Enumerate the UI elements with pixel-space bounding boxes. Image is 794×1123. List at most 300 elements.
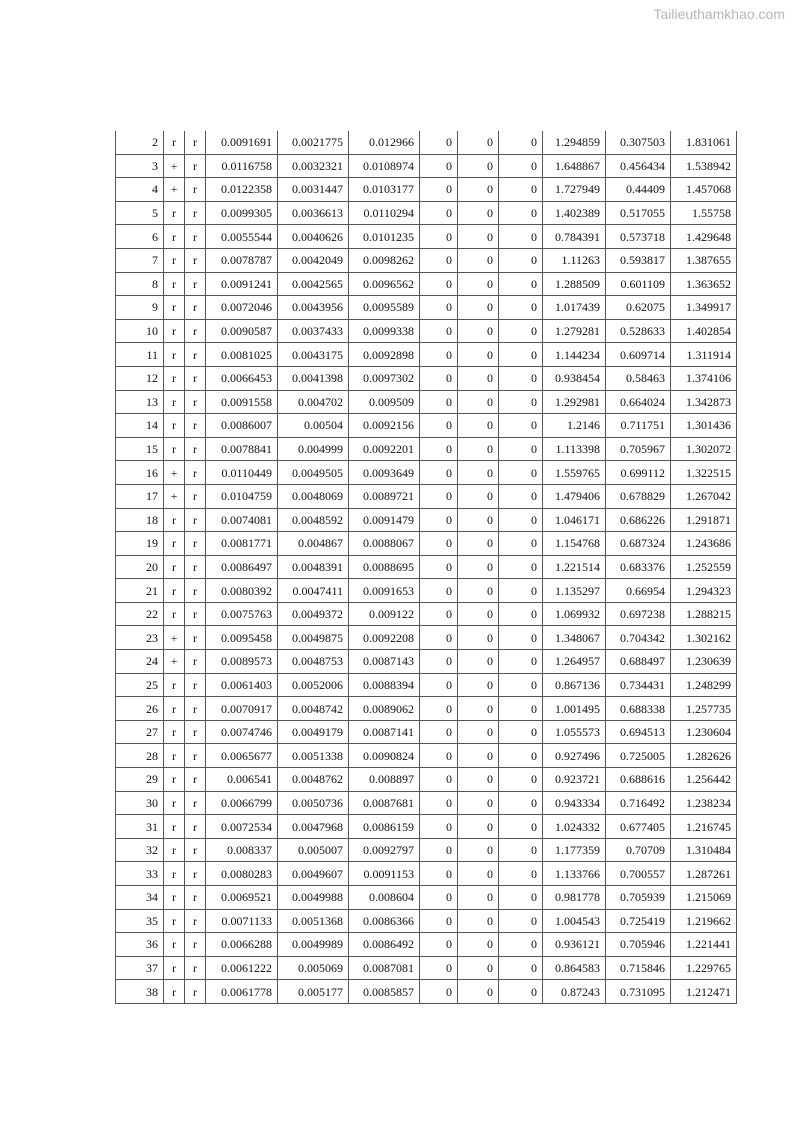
cell-value-3: 0.0093649 [349,461,420,485]
cell-flag-b: r [185,697,206,721]
cell-value-2: 0.0048391 [278,555,349,579]
cell-zero-1: 0 [420,650,458,674]
cell-ratio-3: 1.252559 [671,555,737,579]
cell-flag-a: r [164,720,185,744]
cell-zero-1: 0 [420,720,458,744]
cell-ratio-2: 0.715846 [606,956,671,980]
cell-ratio-2: 0.66954 [606,579,671,603]
cell-zero-3: 0 [499,650,543,674]
cell-zero-2: 0 [458,909,499,933]
cell-zero-1: 0 [420,815,458,839]
cell-zero-3: 0 [499,508,543,532]
cell-flag-b: r [185,178,206,202]
cell-ratio-3: 1.287261 [671,862,737,886]
cell-ratio-3: 1.363652 [671,272,737,296]
cell-flag-b: r [185,154,206,178]
cell-ratio-1: 0.923721 [543,768,606,792]
cell-value-1: 0.0071133 [206,909,278,933]
cell-zero-3: 0 [499,933,543,957]
cell-ratio-1: 1.11263 [543,248,606,272]
cell-ratio-3: 1.243686 [671,532,737,556]
cell-row-number: 8 [116,272,164,296]
cell-value-2: 0.0048069 [278,484,349,508]
cell-ratio-3: 1.302072 [671,437,737,461]
cell-zero-2: 0 [458,744,499,768]
cell-zero-2: 0 [458,296,499,320]
cell-value-2: 0.0041398 [278,366,349,390]
cell-value-1: 0.0086497 [206,555,278,579]
cell-ratio-2: 0.44409 [606,178,671,202]
cell-row-number: 6 [116,225,164,249]
cell-flag-b: r [185,366,206,390]
cell-value-3: 0.008897 [349,768,420,792]
cell-zero-1: 0 [420,886,458,910]
cell-value-2: 0.0051338 [278,744,349,768]
cell-value-1: 0.0080283 [206,862,278,886]
cell-value-2: 0.0031447 [278,178,349,202]
cell-zero-2: 0 [458,791,499,815]
cell-value-2: 0.005177 [278,980,349,1004]
cell-flag-a: r [164,697,185,721]
cell-zero-3: 0 [499,579,543,603]
cell-ratio-2: 0.725419 [606,909,671,933]
cell-zero-2: 0 [458,366,499,390]
cell-row-number: 25 [116,673,164,697]
cell-ratio-2: 0.677405 [606,815,671,839]
cell-flag-b: r [185,343,206,367]
cell-value-2: 0.0050736 [278,791,349,815]
cell-zero-3: 0 [499,862,543,886]
table-row [116,768,737,792]
cell-ratio-1: 0.938454 [543,366,606,390]
cell-zero-2: 0 [458,555,499,579]
cell-value-3: 0.0095589 [349,296,420,320]
cell-ratio-3: 1.248299 [671,673,737,697]
cell-zero-1: 0 [420,673,458,697]
cell-flag-b: r [185,437,206,461]
cell-ratio-2: 0.687324 [606,532,671,556]
cell-row-number: 17 [116,484,164,508]
table-row [116,154,737,178]
table-row [116,838,737,862]
cell-flag-b: r [185,980,206,1004]
cell-ratio-2: 0.456434 [606,154,671,178]
cell-ratio-1: 0.943334 [543,791,606,815]
cell-ratio-1: 1.024332 [543,815,606,839]
table-row [116,862,737,886]
cell-flag-b: r [185,484,206,508]
cell-zero-3: 0 [499,272,543,296]
cell-value-2: 0.0037433 [278,319,349,343]
cell-value-3: 0.0092898 [349,343,420,367]
cell-ratio-2: 0.705967 [606,437,671,461]
cell-zero-1: 0 [420,697,458,721]
cell-value-3: 0.0088394 [349,673,420,697]
cell-zero-1: 0 [420,508,458,532]
cell-row-number: 19 [116,532,164,556]
cell-zero-2: 0 [458,956,499,980]
cell-zero-2: 0 [458,343,499,367]
cell-ratio-1: 1.133766 [543,862,606,886]
cell-ratio-3: 1.311914 [671,343,737,367]
cell-ratio-3: 1.374106 [671,366,737,390]
table-row [116,626,737,650]
cell-flag-b: r [185,461,206,485]
cell-zero-2: 0 [458,886,499,910]
cell-flag-b: r [185,225,206,249]
cell-ratio-2: 0.601109 [606,272,671,296]
cell-value-1: 0.0104759 [206,484,278,508]
cell-row-number: 3 [116,154,164,178]
cell-flag-b: r [185,131,206,154]
cell-flag-b: r [185,768,206,792]
cell-ratio-3: 1.256442 [671,768,737,792]
cell-ratio-1: 1.479406 [543,484,606,508]
cell-ratio-3: 1.230639 [671,650,737,674]
cell-ratio-3: 1.267042 [671,484,737,508]
table-row [116,437,737,461]
cell-flag-b: r [185,886,206,910]
table-row [116,319,737,343]
cell-ratio-1: 1.144234 [543,343,606,367]
cell-zero-2: 0 [458,933,499,957]
cell-value-3: 0.0097302 [349,366,420,390]
cell-zero-2: 0 [458,131,499,154]
cell-zero-1: 0 [420,154,458,178]
cell-value-1: 0.0081771 [206,532,278,556]
cell-ratio-1: 0.936121 [543,933,606,957]
cell-zero-1: 0 [420,602,458,626]
cell-ratio-1: 0.784391 [543,225,606,249]
cell-zero-3: 0 [499,720,543,744]
cell-zero-1: 0 [420,555,458,579]
table-row [116,484,737,508]
cell-ratio-2: 0.62075 [606,296,671,320]
cell-ratio-3: 1.310484 [671,838,737,862]
cell-flag-a: r [164,791,185,815]
cell-zero-3: 0 [499,838,543,862]
cell-zero-1: 0 [420,461,458,485]
cell-zero-3: 0 [499,602,543,626]
cell-ratio-1: 1.113398 [543,437,606,461]
cell-ratio-1: 1.017439 [543,296,606,320]
table-row [116,343,737,367]
cell-row-number: 7 [116,248,164,272]
cell-zero-3: 0 [499,626,543,650]
cell-value-3: 0.0091479 [349,508,420,532]
cell-value-2: 0.00504 [278,414,349,438]
table-row [116,720,737,744]
cell-flag-b: r [185,555,206,579]
cell-ratio-2: 0.731095 [606,980,671,1004]
cell-ratio-2: 0.70709 [606,838,671,862]
table-row [116,366,737,390]
cell-value-2: 0.005069 [278,956,349,980]
cell-ratio-3: 1.349917 [671,296,737,320]
cell-ratio-3: 1.302162 [671,626,737,650]
cell-zero-1: 0 [420,131,458,154]
cell-flag-b: r [185,673,206,697]
cell-flag-a: + [164,626,185,650]
cell-value-2: 0.0042049 [278,248,349,272]
cell-zero-2: 0 [458,390,499,414]
cell-row-number: 13 [116,390,164,414]
cell-row-number: 36 [116,933,164,957]
cell-ratio-2: 0.58463 [606,366,671,390]
cell-value-2: 0.0032321 [278,154,349,178]
cell-value-1: 0.0066799 [206,791,278,815]
cell-ratio-3: 1.294323 [671,579,737,603]
cell-ratio-2: 0.528633 [606,319,671,343]
cell-row-number: 14 [116,414,164,438]
cell-value-3: 0.0091653 [349,579,420,603]
cell-ratio-2: 0.307503 [606,131,671,154]
cell-ratio-1: 0.867136 [543,673,606,697]
cell-value-2: 0.0049989 [278,933,349,957]
cell-zero-3: 0 [499,886,543,910]
cell-value-3: 0.0087141 [349,720,420,744]
cell-value-1: 0.0110449 [206,461,278,485]
cell-ratio-1: 1.046171 [543,508,606,532]
cell-ratio-3: 1.457068 [671,178,737,202]
cell-ratio-1: 1.292981 [543,390,606,414]
cell-zero-1: 0 [420,838,458,862]
cell-value-1: 0.008337 [206,838,278,862]
cell-flag-a: r [164,956,185,980]
cell-row-number: 24 [116,650,164,674]
table-row [116,508,737,532]
cell-flag-b: r [185,791,206,815]
cell-row-number: 30 [116,791,164,815]
cell-ratio-2: 0.686226 [606,508,671,532]
cell-ratio-2: 0.725005 [606,744,671,768]
cell-zero-1: 0 [420,414,458,438]
cell-value-3: 0.0092797 [349,838,420,862]
cell-value-2: 0.0042565 [278,272,349,296]
cell-zero-3: 0 [499,414,543,438]
cell-flag-a: r [164,555,185,579]
cell-flag-a: r [164,296,185,320]
cell-value-1: 0.0116758 [206,154,278,178]
cell-zero-2: 0 [458,225,499,249]
cell-zero-3: 0 [499,484,543,508]
cell-flag-a: r [164,602,185,626]
cell-ratio-2: 0.517055 [606,201,671,225]
cell-zero-1: 0 [420,296,458,320]
cell-value-3: 0.0110294 [349,201,420,225]
table-row [116,673,737,697]
cell-ratio-2: 0.705946 [606,933,671,957]
cell-flag-a: r [164,815,185,839]
cell-zero-3: 0 [499,248,543,272]
cell-value-1: 0.0078787 [206,248,278,272]
table-row [116,178,737,202]
cell-ratio-1: 0.864583 [543,956,606,980]
cell-zero-2: 0 [458,414,499,438]
cell-row-number: 38 [116,980,164,1004]
cell-flag-b: r [185,956,206,980]
cell-ratio-3: 1.230604 [671,720,737,744]
cell-value-1: 0.0061778 [206,980,278,1004]
cell-value-1: 0.0069521 [206,886,278,910]
cell-ratio-2: 0.705939 [606,886,671,910]
cell-flag-a: r [164,201,185,225]
cell-value-1: 0.0122358 [206,178,278,202]
cell-value-3: 0.0096562 [349,272,420,296]
cell-ratio-1: 1.221514 [543,555,606,579]
cell-ratio-1: 1.402389 [543,201,606,225]
cell-ratio-3: 1.282626 [671,744,737,768]
cell-ratio-2: 0.688497 [606,650,671,674]
cell-ratio-3: 1.831061 [671,131,737,154]
cell-ratio-2: 0.704342 [606,626,671,650]
cell-value-3: 0.0086159 [349,815,420,839]
cell-value-3: 0.0087081 [349,956,420,980]
cell-row-number: 34 [116,886,164,910]
cell-value-1: 0.0091241 [206,272,278,296]
cell-row-number: 27 [116,720,164,744]
table-row [116,697,737,721]
table-row [116,272,737,296]
cell-value-2: 0.0049607 [278,862,349,886]
cell-flag-b: r [185,862,206,886]
cell-value-1: 0.0090587 [206,319,278,343]
cell-ratio-2: 0.700557 [606,862,671,886]
data-table [115,131,737,1004]
table-row [116,225,737,249]
cell-zero-3: 0 [499,532,543,556]
cell-ratio-2: 0.694513 [606,720,671,744]
table-row [116,296,737,320]
cell-flag-b: r [185,626,206,650]
cell-value-2: 0.0048742 [278,697,349,721]
table-row [116,650,737,674]
cell-zero-2: 0 [458,437,499,461]
cell-zero-2: 0 [458,720,499,744]
cell-flag-a: r [164,508,185,532]
cell-zero-3: 0 [499,131,543,154]
cell-zero-2: 0 [458,579,499,603]
cell-ratio-1: 1.288509 [543,272,606,296]
table-row [116,815,737,839]
cell-value-2: 0.0047968 [278,815,349,839]
cell-value-2: 0.004867 [278,532,349,556]
cell-value-3: 0.0092201 [349,437,420,461]
cell-row-number: 15 [116,437,164,461]
cell-value-1: 0.0075763 [206,602,278,626]
cell-ratio-3: 1.55758 [671,201,737,225]
cell-value-1: 0.0074081 [206,508,278,532]
cell-zero-1: 0 [420,366,458,390]
cell-zero-2: 0 [458,650,499,674]
cell-ratio-3: 1.219662 [671,909,737,933]
cell-ratio-2: 0.688338 [606,697,671,721]
cell-flag-a: r [164,437,185,461]
cell-flag-a: r [164,366,185,390]
cell-row-number: 23 [116,626,164,650]
cell-zero-3: 0 [499,319,543,343]
cell-row-number: 16 [116,461,164,485]
cell-zero-2: 0 [458,697,499,721]
cell-value-3: 0.0087143 [349,650,420,674]
cell-flag-b: r [185,933,206,957]
cell-ratio-1: 1.348067 [543,626,606,650]
cell-ratio-1: 1.559765 [543,461,606,485]
cell-zero-3: 0 [499,343,543,367]
cell-row-number: 29 [116,768,164,792]
cell-value-3: 0.0089062 [349,697,420,721]
cell-zero-3: 0 [499,225,543,249]
cell-flag-b: r [185,201,206,225]
cell-zero-1: 0 [420,579,458,603]
cell-flag-a: r [164,744,185,768]
cell-ratio-3: 1.288215 [671,602,737,626]
cell-ratio-3: 1.402854 [671,319,737,343]
cell-zero-1: 0 [420,744,458,768]
cell-row-number: 32 [116,838,164,862]
cell-ratio-1: 1.055573 [543,720,606,744]
cell-zero-2: 0 [458,272,499,296]
cell-value-2: 0.0021775 [278,131,349,154]
cell-value-1: 0.0070917 [206,697,278,721]
table-row [116,933,737,957]
cell-row-number: 5 [116,201,164,225]
cell-value-3: 0.0090824 [349,744,420,768]
cell-value-2: 0.0052006 [278,673,349,697]
table-row [116,390,737,414]
table-row [116,248,737,272]
cell-value-2: 0.0048762 [278,768,349,792]
cell-value-1: 0.0099305 [206,201,278,225]
cell-row-number: 37 [116,956,164,980]
cell-row-number: 12 [116,366,164,390]
cell-value-3: 0.0091153 [349,862,420,886]
cell-row-number: 22 [116,602,164,626]
cell-zero-2: 0 [458,980,499,1004]
cell-ratio-1: 1.069932 [543,602,606,626]
cell-zero-2: 0 [458,602,499,626]
cell-ratio-2: 0.711751 [606,414,671,438]
cell-zero-1: 0 [420,437,458,461]
cell-zero-2: 0 [458,154,499,178]
cell-zero-1: 0 [420,933,458,957]
cell-zero-1: 0 [420,343,458,367]
table-row [116,744,737,768]
cell-value-2: 0.0048753 [278,650,349,674]
cell-flag-a: + [164,461,185,485]
cell-row-number: 20 [116,555,164,579]
cell-ratio-3: 1.342873 [671,390,737,414]
cell-zero-1: 0 [420,390,458,414]
cell-value-1: 0.0095458 [206,626,278,650]
cell-zero-2: 0 [458,862,499,886]
cell-ratio-1: 1.001495 [543,697,606,721]
cell-value-1: 0.0074746 [206,720,278,744]
cell-value-2: 0.0049505 [278,461,349,485]
cell-value-2: 0.0049875 [278,626,349,650]
cell-value-1: 0.0065677 [206,744,278,768]
cell-ratio-3: 1.257735 [671,697,737,721]
cell-value-3: 0.0088695 [349,555,420,579]
cell-flag-a: r [164,673,185,697]
table-row [116,532,737,556]
cell-zero-3: 0 [499,154,543,178]
cell-zero-3: 0 [499,768,543,792]
cell-value-3: 0.0101235 [349,225,420,249]
cell-flag-b: r [185,579,206,603]
cell-flag-b: r [185,720,206,744]
cell-ratio-2: 0.688616 [606,768,671,792]
